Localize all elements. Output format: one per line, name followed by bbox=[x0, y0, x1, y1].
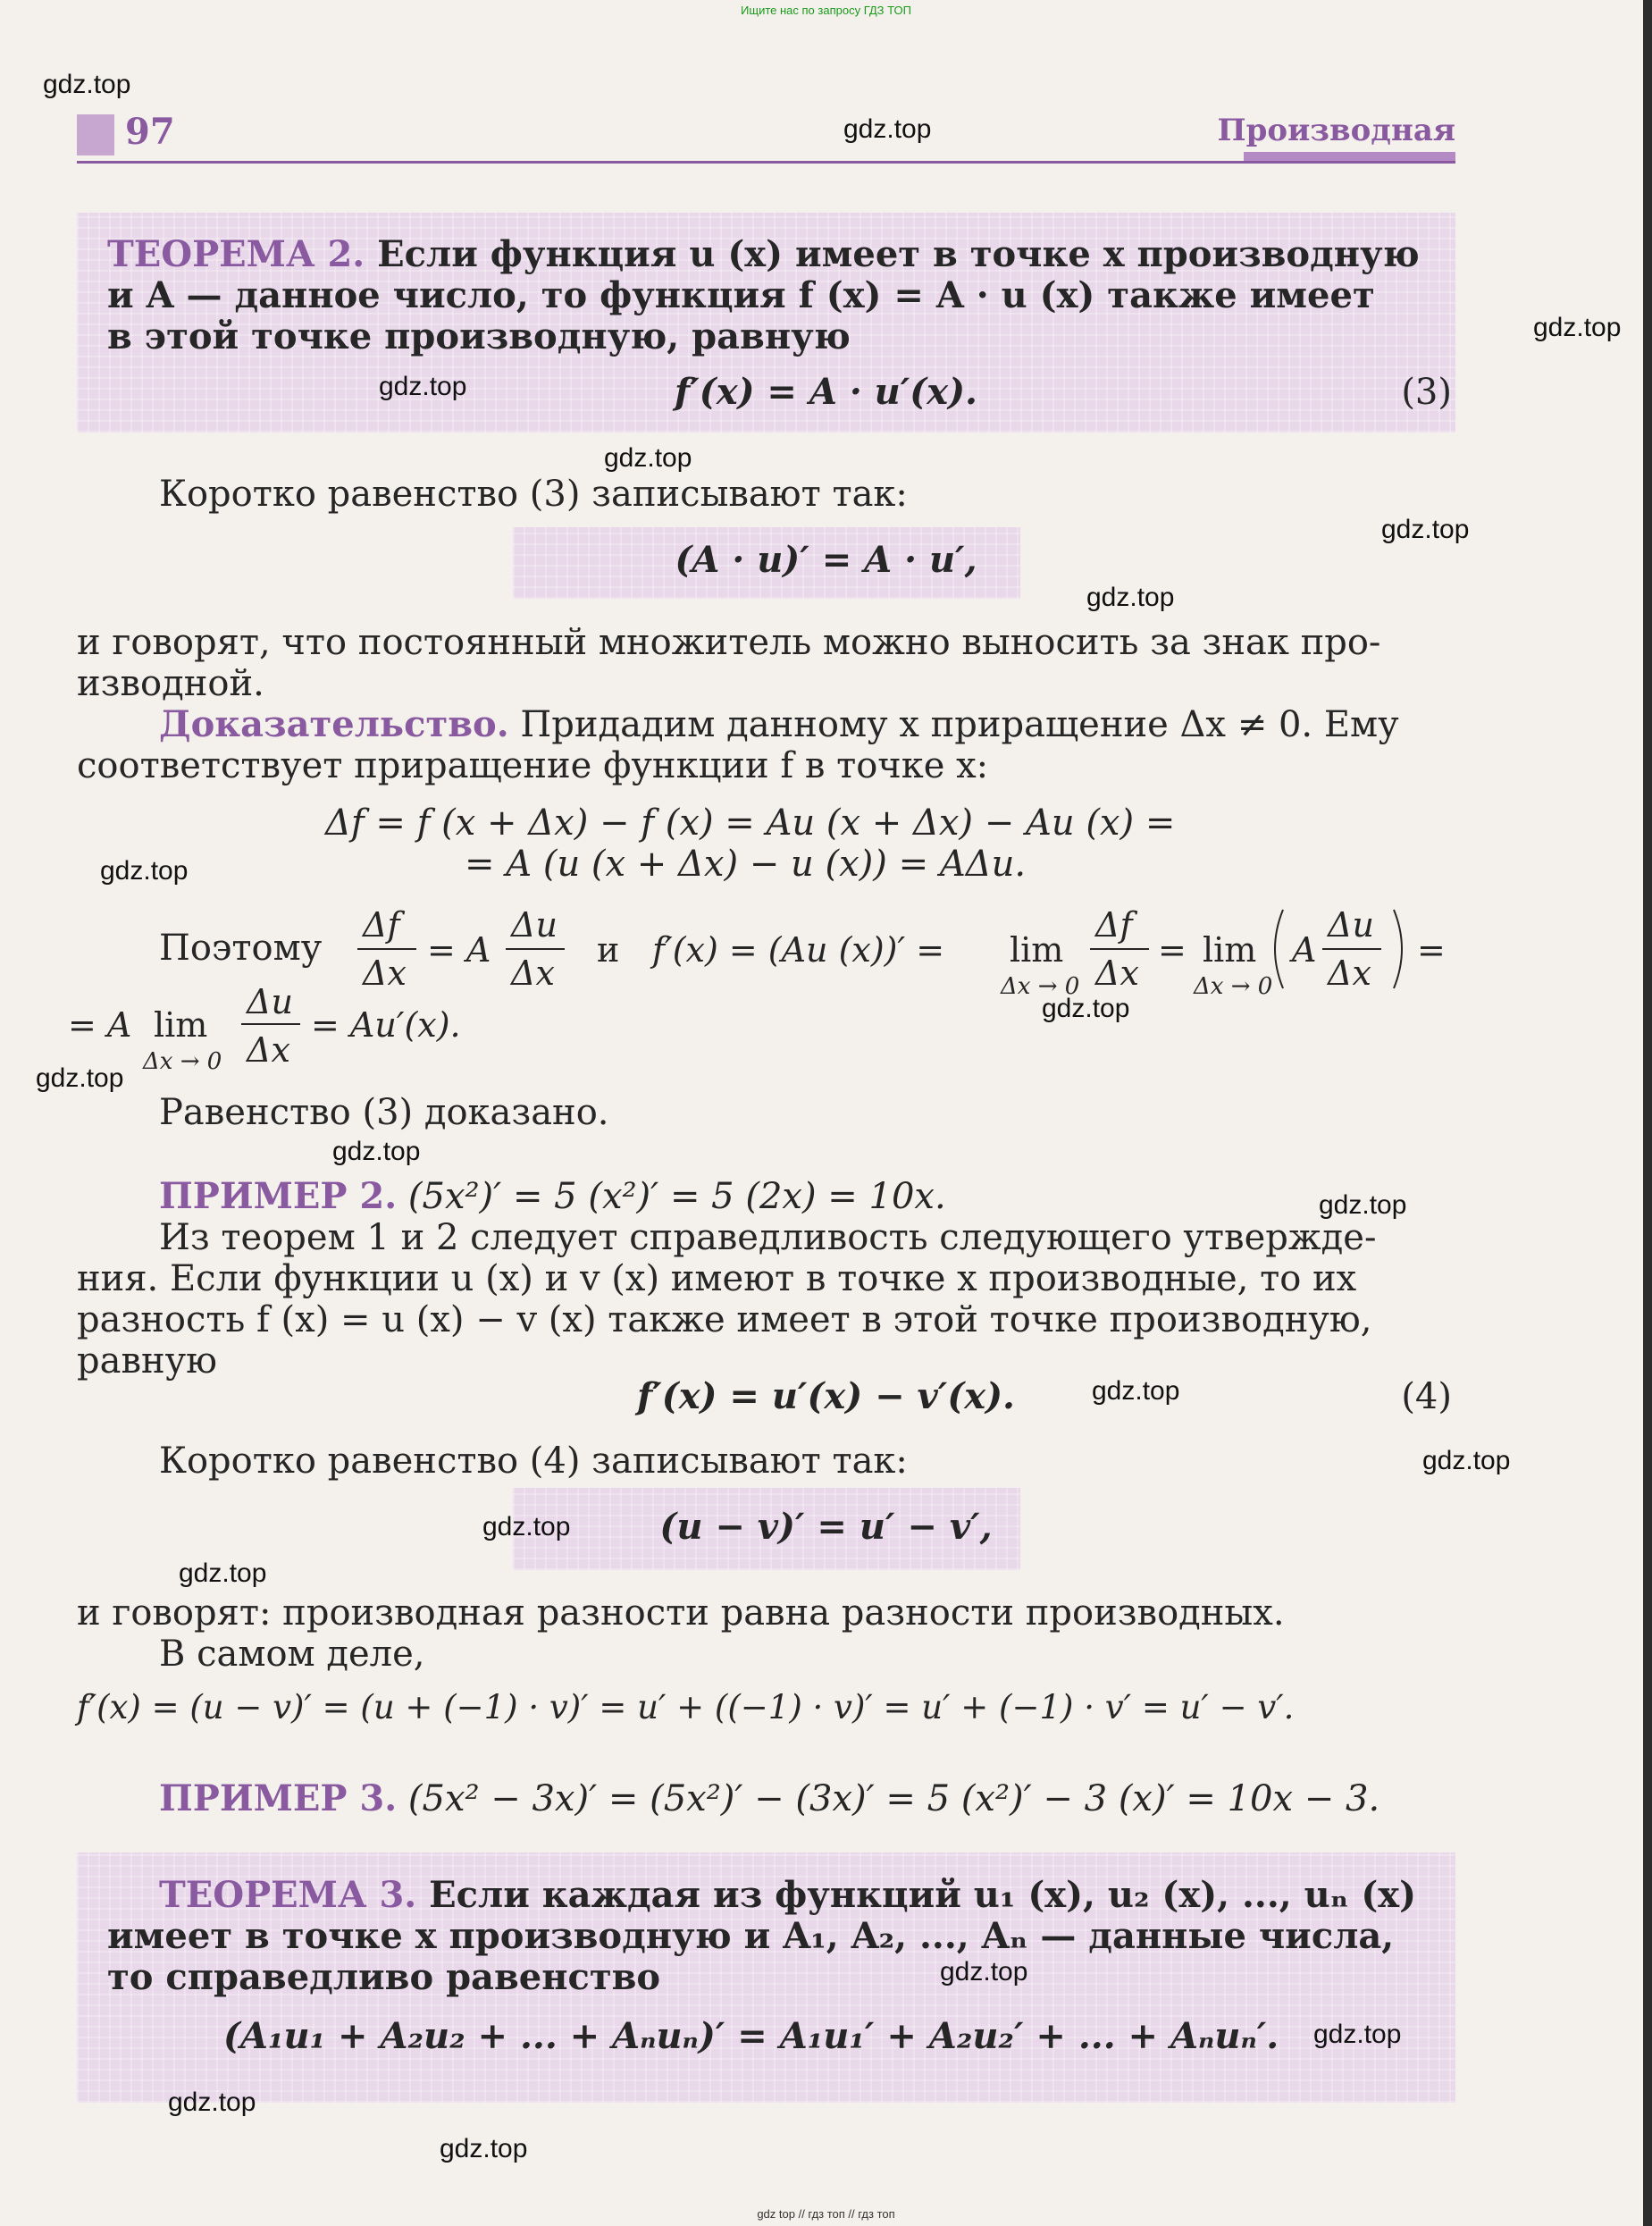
lim-2-sub: Δx → 0 bbox=[1194, 973, 1273, 997]
example-2-label: ПРИМЕР 2. bbox=[159, 1175, 398, 1217]
paragraph-3-line4: равную bbox=[77, 1340, 217, 1382]
paragraph-4: Коротко равенство (4) записывают так: bbox=[159, 1441, 908, 1482]
eq-number-4: (4) bbox=[1401, 1376, 1452, 1417]
section-title: Производная bbox=[1217, 113, 1455, 148]
frac-du-num: Δu bbox=[511, 905, 558, 945]
frac-du-den: Δx bbox=[511, 953, 555, 993]
lim-2: lim bbox=[1203, 930, 1257, 970]
watermark: gdz.top bbox=[168, 2087, 256, 2117]
theorem-3-line2: имеет в точке x производную и A₁, A₂, ..., Aₙ — данные числа, bbox=[107, 1915, 1395, 1957]
header-rule bbox=[77, 161, 1455, 164]
lim-3: lim bbox=[154, 1005, 208, 1045]
watermark: gdz.top bbox=[36, 1063, 124, 1093]
watermark: gdz.top bbox=[440, 2134, 528, 2163]
eq-sign-1: = bbox=[1158, 930, 1187, 970]
eq-A-1: = A bbox=[427, 930, 491, 970]
frac-df2-num: Δf bbox=[1095, 905, 1133, 945]
paragraph-5a: и говорят: производная разности равна разности производных. bbox=[77, 1592, 1285, 1634]
theorem-3-line3: то справедливо равенство bbox=[107, 1956, 661, 1998]
eq-sign-2: = bbox=[1417, 930, 1446, 970]
proof-line2: соответствует приращение функции f в точке x: bbox=[77, 745, 989, 786]
example-2-text: (5x²)′ = 5 (x²)′ = 5 (2x) = 10x. bbox=[407, 1176, 946, 1217]
example-3 bbox=[159, 1778, 1379, 1819]
frac-du2-num: Δu bbox=[1328, 905, 1374, 945]
theorem-2-line2: и A — данное число, то функция f (x) = A · u (x) также имеет bbox=[107, 274, 1375, 316]
paragraph-2b: изводной. bbox=[77, 663, 264, 704]
footer-note: gdz top // гдз топ // гдз топ bbox=[757, 2207, 895, 2221]
formula-3: (u − v)′ = u′ − v′, bbox=[659, 1506, 993, 1548]
lim-1: lim bbox=[1010, 930, 1064, 970]
and-word: и bbox=[597, 930, 620, 970]
proof-eq1: Δf = f (x + Δx) − f (x) = Au (x + Δx) − Au (x) = bbox=[325, 802, 1176, 844]
watermark: gdz.top bbox=[1086, 583, 1175, 612]
frac-df2-den: Δx bbox=[1095, 953, 1139, 993]
proof-done: Равенство (3) доказано. bbox=[159, 1092, 609, 1133]
theorem-2-text1: Если функция u (x) имеет в точке x производную bbox=[377, 233, 1420, 275]
eq-number-3: (3) bbox=[1401, 372, 1452, 413]
section-underline bbox=[1244, 152, 1455, 161]
theorem-2-line3: в этой точке производную, равную bbox=[107, 315, 851, 357]
proof-text1: Придадим данному x приращение Δx ≠ 0. Ему bbox=[520, 704, 1399, 745]
proof-eq2: = A (u (x + Δx) − u (x)) = AΔu. bbox=[465, 844, 1027, 885]
watermark: gdz.top bbox=[1533, 313, 1622, 342]
watermark: gdz.top bbox=[843, 114, 932, 144]
example-2 bbox=[159, 1176, 946, 1217]
watermark: gdz.top bbox=[1381, 515, 1470, 544]
theorem-2-formula: f′(x) = A · u′(x). bbox=[675, 371, 977, 413]
theorem-3-label: ТЕОРЕМА 3. bbox=[159, 1874, 417, 1916]
lim-1-sub: Δx → 0 bbox=[1001, 973, 1080, 997]
top-banner: Ищите нас по запросу ГДЗ ТОП bbox=[741, 4, 911, 17]
frac-df-den: Δx bbox=[363, 953, 407, 993]
watermark: gdz.top bbox=[1313, 2020, 1402, 2049]
frac-du3-num: Δu bbox=[247, 988, 293, 1021]
watermark: gdz.top bbox=[1092, 1376, 1180, 1406]
paragraph-2a: и говорят, что постоянный множитель можно выносить за знак про- bbox=[77, 622, 1381, 663]
therefore-word: Поэтому bbox=[159, 928, 323, 969]
last-proof-formula bbox=[68, 988, 604, 1081]
paragraph-3-line1: Из теорем 1 и 2 следует справедливость следующего утвержде- bbox=[159, 1217, 1377, 1258]
paragraph-5b: В самом деле, bbox=[159, 1634, 425, 1675]
page-number: 97 bbox=[125, 111, 175, 153]
result-deriv: = Au′(x). bbox=[311, 1005, 461, 1045]
paragraph-3-line2: ния. Если функции u (x) и v (x) имеют в точке x производные, то их bbox=[77, 1258, 1357, 1299]
A-in-paren: A bbox=[1292, 930, 1317, 970]
page-number-marker bbox=[77, 114, 114, 155]
formula-2: f′(x) = u′(x) − v′(x). bbox=[637, 1375, 1015, 1417]
paragraph-1: Коротко равенство (3) записывают так: bbox=[159, 474, 908, 515]
formula-4: f′(x) = (u − v)′ = (u + (−1) · v)′ = u′ + ((−1) · v)′ = u′ + (−1) · v′ = u′ − v′. bbox=[77, 1688, 1295, 1726]
deriv-expr: f′(x) = (Au (x))′ = bbox=[652, 930, 945, 970]
theorem-3-line1 bbox=[159, 1875, 1416, 1916]
watermark: gdz.top bbox=[1422, 1446, 1511, 1475]
theorem-2-line1 bbox=[107, 234, 1420, 275]
frac-du2-den: Δx bbox=[1328, 953, 1371, 993]
watermark: gdz.top bbox=[1319, 1190, 1407, 1220]
theorem-2-label: ТЕОРЕМА 2. bbox=[107, 233, 365, 275]
watermark: gdz.top bbox=[43, 70, 131, 99]
page-edge bbox=[1643, 0, 1652, 2226]
watermark: gdz.top bbox=[604, 443, 692, 473]
example-3-text: (5x² − 3x)′ = (5x²)′ − (3x)′ = 5 (x²)′ − 3 (x)′ = 10x − 3. bbox=[407, 1778, 1380, 1819]
example-3-label: ПРИМЕР 3. bbox=[159, 1777, 398, 1819]
watermark: gdz.top bbox=[482, 1512, 571, 1541]
formula-1: (A · u)′ = A · u′, bbox=[675, 539, 977, 581]
proof-line1 bbox=[159, 704, 1399, 745]
watermark: gdz.top bbox=[379, 372, 467, 401]
lim-3-sub: Δx → 0 bbox=[143, 1048, 222, 1075]
watermark: gdz.top bbox=[100, 856, 189, 886]
proof-label: Доказательство. bbox=[159, 703, 509, 745]
paragraph-3-line3: разность f (x) = u (x) − v (x) также имеет в этой точке производную, bbox=[77, 1299, 1372, 1340]
eq-A-2: = A bbox=[68, 1005, 132, 1045]
theorem-3-text1: Если каждая из функций u₁ (x), u₂ (x), ..., uₙ (x) bbox=[429, 1874, 1417, 1916]
therefore-formula bbox=[357, 899, 1474, 997]
watermark: gdz.top bbox=[332, 1137, 421, 1166]
watermark: gdz.top bbox=[179, 1558, 267, 1588]
watermark: gdz.top bbox=[940, 1957, 1028, 1987]
frac-du3-den: Δx bbox=[247, 1030, 290, 1070]
theorem-3-formula: (A₁u₁ + A₂u₂ + ... + Aₙuₙ)′ = A₁u₁′ + A₂u₂′ + ... + Aₙuₙ′. bbox=[223, 2015, 1279, 2057]
frac-df-num: Δf bbox=[363, 905, 400, 945]
watermark: gdz.top bbox=[1042, 994, 1130, 1023]
